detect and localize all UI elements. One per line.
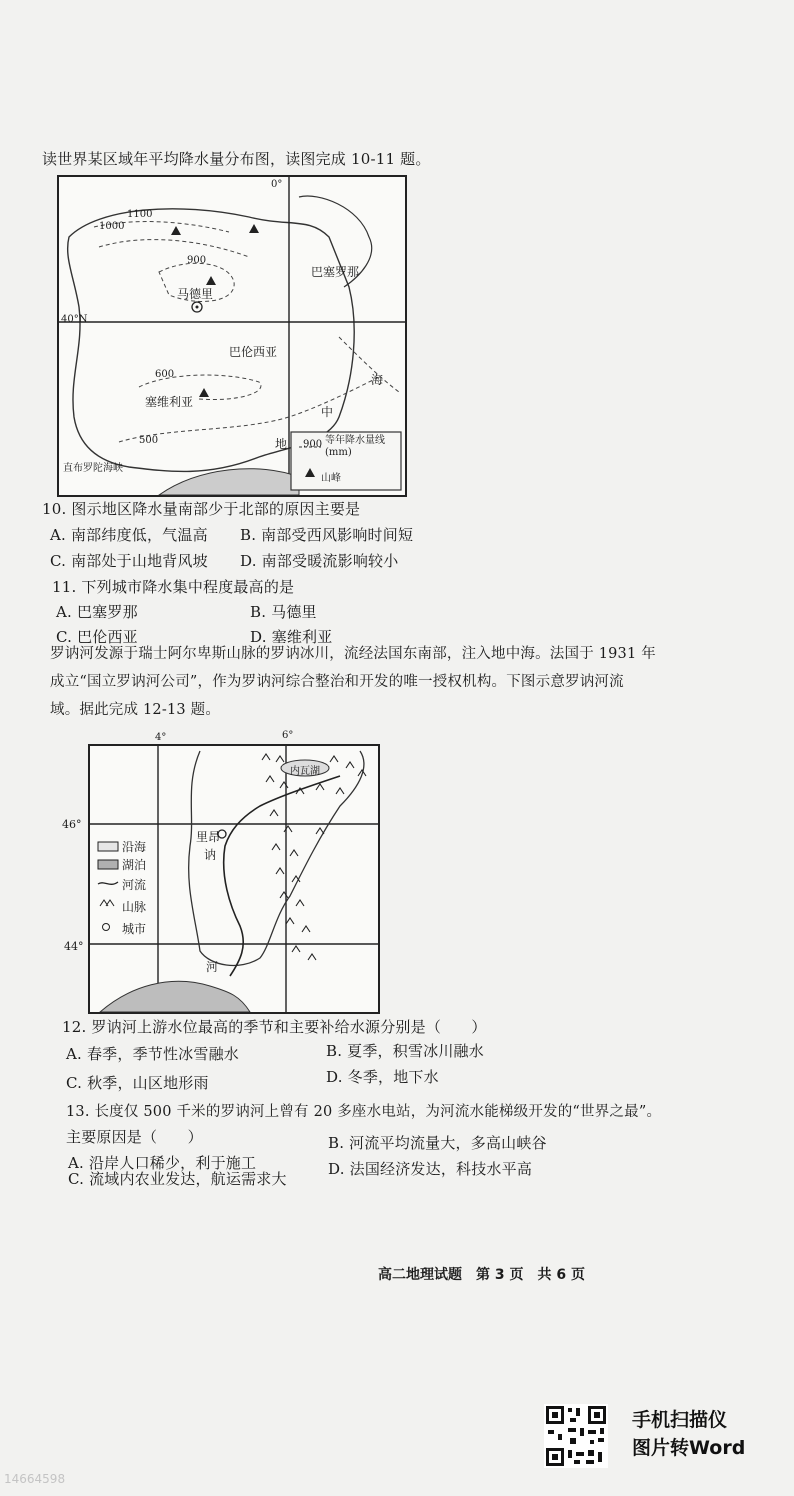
q10-option-a: A. 南部纬度低，气温高 <box>50 526 208 544</box>
q13-option-c: C. 流域内农业发达，航运需求大 <box>68 1170 287 1188</box>
river-label-ne: 讷 <box>204 848 217 862</box>
page-footer: 高二地理试题 第 3 页 共 6 页 <box>378 1267 585 1283</box>
q13-option-a: A. 沿岸人口稀少，利于施工 <box>68 1154 257 1172</box>
city-barcelona: 巴塞罗那 <box>311 265 360 279</box>
isohyet-500: 500 <box>139 435 159 446</box>
intro-12-13-line2: 成立“国立罗讷河公司”，作为罗讷河综合整治和开发的唯一授权机构。下图示意罗讷河流 <box>50 674 624 690</box>
qr-code <box>544 1404 608 1468</box>
q12-option-c: C. 秋季，山区地形雨 <box>66 1074 209 1092</box>
q11-option-c: C. 巴伦西亚 <box>56 628 138 646</box>
lon-6-label: 6° <box>282 730 294 741</box>
isohyet-900: 900 <box>187 255 207 266</box>
legend-lake: 湖泊 <box>122 858 147 872</box>
q12-stem: 12. 罗讷河上游水位最高的季节和主要补给水源分别是（ ） <box>62 1018 487 1036</box>
q12-option-b: B. 夏季，积雪冰川融水 <box>326 1042 484 1060</box>
legend-city: 城市 <box>122 922 147 936</box>
intro-12-13-line3: 域。据此完成 12-13 题。 <box>50 702 221 718</box>
q13-option-b: B. 河流平均流量大，多高山峡谷 <box>328 1134 547 1152</box>
q11-option-d: D. 塞维利亚 <box>250 628 333 646</box>
q10-stem: 10. 图示地区降水量南部少于北部的原因主要是 <box>42 500 361 518</box>
river-label-he: 河 <box>206 960 219 974</box>
legend-isohyet-value: 900 <box>303 439 323 450</box>
q13-stem: 13. 长度仅 500 千米的罗讷河上曾有 20 多座水电站，为河流水能梯级开发的“世界之最”。 <box>66 1104 662 1120</box>
intro-10-11: 读世界某区域年平均降水量分布图，读图完成 10-11 题。 <box>42 150 431 168</box>
legend-mountain: 山脉 <box>122 900 147 914</box>
legend-peak-text: 山峰 <box>321 473 341 484</box>
isohyet-1000: 1000 <box>99 221 125 232</box>
q12-option-d: D. 冬季，地下水 <box>326 1068 439 1086</box>
sea-label-zhong: 中 <box>321 405 334 419</box>
q11-option-b: B. 马德里 <box>250 603 317 621</box>
sea-label-hai: 海 <box>371 373 384 387</box>
brand-line2: 图片转Word <box>632 1437 746 1459</box>
qr-code-graphic <box>544 1404 608 1468</box>
lat-46-label: 46° <box>62 818 82 831</box>
lon-4-label: 4° <box>155 732 167 743</box>
lake-geneva-label: 内瓦湖 <box>290 766 320 777</box>
q10-option-c: C. 南部处于山地背风坡 <box>50 552 208 570</box>
q10-option-d: D. 南部受暖流影响较小 <box>240 552 399 570</box>
q13-stem-2: 主要原因是（ ） <box>66 1128 203 1146</box>
isohyet-1100: 1100 <box>127 209 153 220</box>
q13-option-d: D. 法国经济发达，科技水平高 <box>328 1160 533 1178</box>
legend-river: 河流 <box>122 878 147 892</box>
brand-line1: 手机扫描仪 <box>632 1409 728 1431</box>
precipitation-map <box>57 175 407 497</box>
lat-44-label: 44° <box>64 940 84 953</box>
city-seville: 塞维利亚 <box>145 395 194 409</box>
lat-40-label: 40°N <box>61 314 88 325</box>
lon-0-label: 0° <box>271 179 283 190</box>
q10-option-b: B. 南部受西风影响时间短 <box>240 526 414 544</box>
rhone-basin-map <box>88 744 380 1014</box>
legend-coast: 沿海 <box>122 840 147 854</box>
city-lyon: 里昂 <box>196 830 221 844</box>
q11-option-a: A. 巴塞罗那 <box>56 603 138 621</box>
q12-option-a: A. 春季，季节性冰雪融水 <box>66 1045 239 1063</box>
watermark-id: 14664598 <box>4 1472 66 1486</box>
legend-isohyet-text: 等年降水量线(mm) <box>325 435 385 458</box>
isohyet-600: 600 <box>155 369 175 380</box>
city-madrid: 马德里 <box>177 287 214 301</box>
city-valencia: 巴伦西亚 <box>229 345 278 359</box>
intro-12-13-line1: 罗讷河发源于瑞士阿尔卑斯山脉的罗讷冰川，流经法国东南部，注入地中海。法国于 1931 年 <box>50 646 656 662</box>
q11-stem: 11. 下列城市降水集中程度最高的是 <box>52 578 295 596</box>
sea-label-di: 地 <box>275 437 288 451</box>
strait-label: 直布罗陀海峡 <box>63 463 123 474</box>
